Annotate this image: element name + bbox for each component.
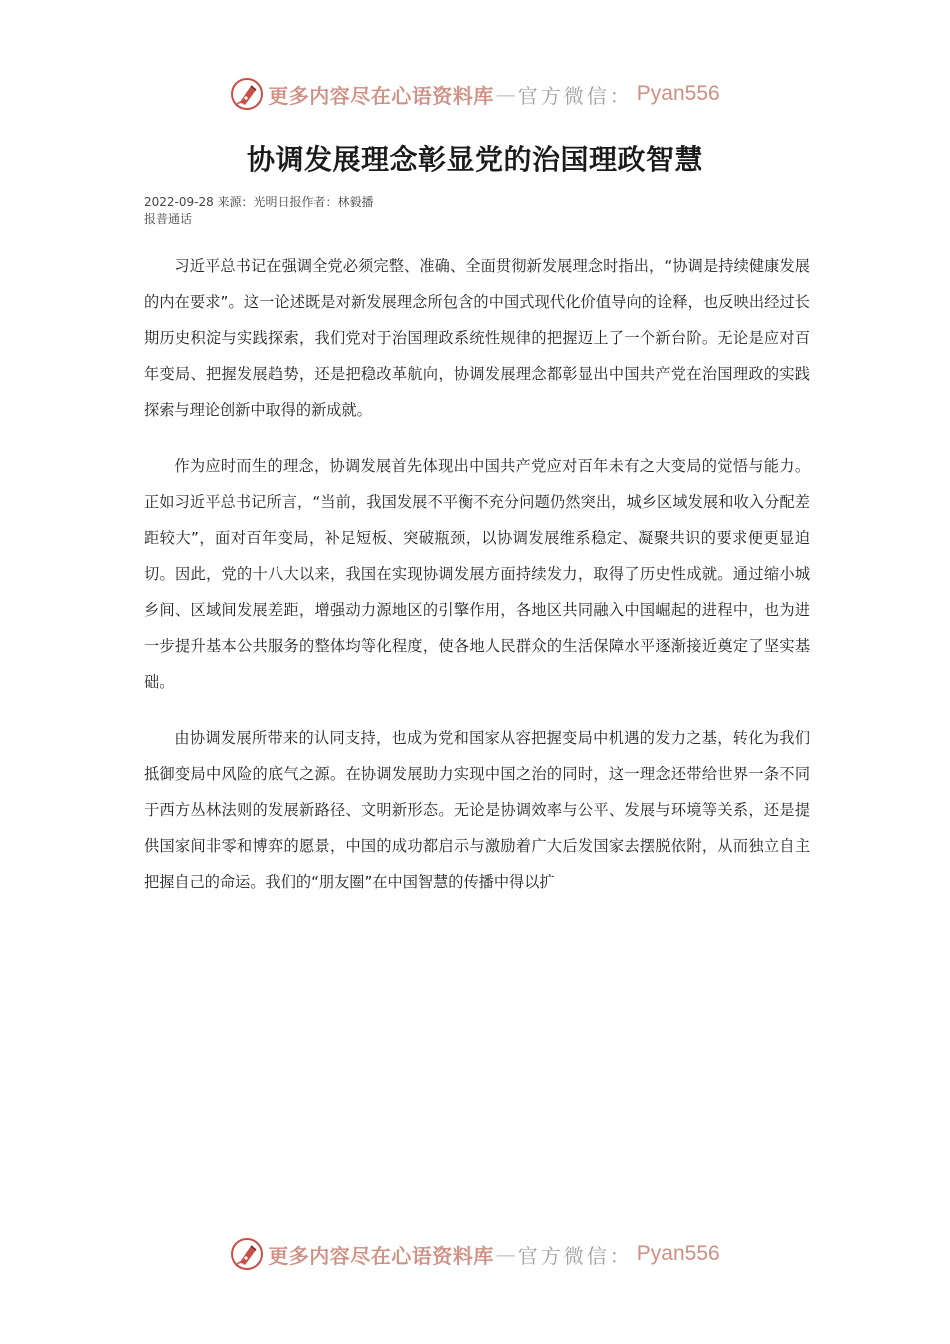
- footer-watermark: [0, 1234, 950, 1274]
- watermark-dash: —: [495, 82, 516, 106]
- watermark-wechat-id: Pyan556: [636, 1242, 720, 1265]
- article-paragraph-1: 习近平总书记在强调全党必须完整、准确、全面贯彻新发展理念时指出，“协调是持续健康发展的内在要求”。这一论述既是对新发展理念所包含的中国式现代化价值导向的诠释，也反映出经过长期历史积淀与实践探索，我们党对于治国理政系统性规律的把握迈上了一个新台阶。无论是应对百年变局、把握发展趋势，还是把稳改革航向，协调发展理念都彰显出中国共产党在治国理政的实践探索与理论创新中取得的新成就。: [144, 257, 810, 419]
- pen-nib-logo-icon: [230, 77, 264, 111]
- article-meta: 2022-09-28 来源：光明日报作者：林毅播报普通话: [144, 195, 374, 226]
- watermark-official-label: 官方微信：: [517, 1243, 633, 1268]
- watermark-wechat-id: Pyan556: [636, 82, 720, 105]
- article-paragraph-3: 由协调发展所带来的认同支持，也成为党和国家从容把握变局中机遇的发力之基，转化为我们抵御变局中风险的底气之源。在协调发展助力实现中国之治的同时，这一理念还带给世界一条不同于西方丛林法则的发展新路径、文明新形态。无论是协调效率与公平、发展与环境等关系，还是提供国家间非零和博弈的愿景，中国的成功都启示与激励着广大后发国家去摆脱依附，从而独立自主把握自己的命运。我们的“朋友圈”在中国智慧的传播中得以扩: [144, 729, 810, 891]
- article-paragraph-2: 作为应时而生的理念，协调发展首先体现出中国共产党应对百年未有之大变局的觉悟与能力。正如习近平总书记所言，“当前，我国发展不平衡不充分问题仍然突出，城乡区域发展和收入分配差距较大”，面对百年变局，补足短板、突破瓶颈，以协调发展维系稳定、凝聚共识的要求便更显迫切。因此，党的十八大以来，我国在实现协调发展方面持续发力，取得了历史性成就。通过缩小城乡间、区域间发展差距，增强动力源地区的引擎作用，各地区共同融入中国崛起的进程中，也为进一步提升基本公共服务的整体均等化程度，使各地人民群众的生活保障水平逐渐接近奠定了坚实基础。: [144, 457, 810, 691]
- watermark-text: 更多内容尽在心语资料库: [268, 1243, 494, 1268]
- article-body: [144, 248, 810, 920]
- article-title: 协调发展理念彰显党的治国理政智慧: [246, 143, 703, 176]
- pen-nib-logo-icon: [230, 1237, 264, 1271]
- header-watermark: [0, 74, 950, 114]
- watermark-text: 更多内容尽在心语资料库: [268, 83, 494, 108]
- watermark-official-label: 官方微信：: [517, 83, 633, 108]
- watermark-dash: —: [495, 1242, 516, 1266]
